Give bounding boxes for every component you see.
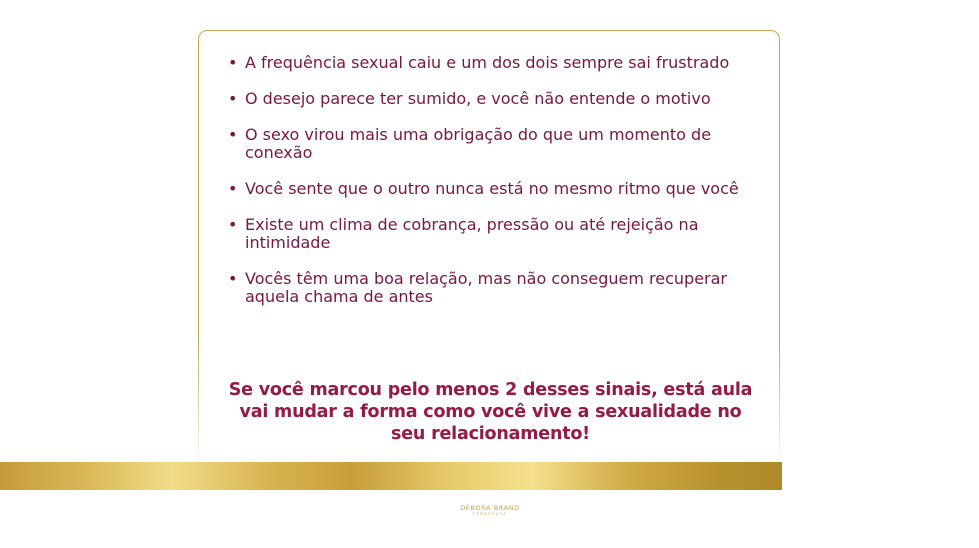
sign-text: Vocês têm uma boa relação, mas não conseguem recuperar aquela chama de antes <box>245 269 727 306</box>
sign-text: O desejo parece ter sumido, e você não entende o motivo <box>245 89 711 108</box>
list-item <box>228 90 768 108</box>
gold-divider-bar <box>0 462 782 490</box>
sign-text: A frequência sexual caiu e um dos dois sempre sai frustrado <box>245 53 730 72</box>
sign-text: Você sente que o outro nunca está no mesmo ritmo que você <box>245 179 739 198</box>
signs-list <box>228 54 768 324</box>
list-item <box>228 216 768 252</box>
sign-text: Existe um clima de cobrança, pressão ou até rejeição na intimidade <box>245 215 699 252</box>
list-item <box>228 270 768 306</box>
bullet-icon: • <box>228 89 238 108</box>
call-to-action-text: Se você marcou pelo menos 2 desses sinais, está aula vai mudar a forma como você vive a sexualidade no seu relacionamento! <box>228 380 753 444</box>
bullet-icon: • <box>228 215 238 234</box>
brand-subtitle: TERAPEUTA <box>472 512 508 516</box>
list-item <box>228 54 768 72</box>
list-item <box>228 126 768 162</box>
bullet-icon: • <box>228 53 238 72</box>
sign-text: O sexo virou mais uma obrigação do que um momento de conexão <box>245 125 712 162</box>
bullet-icon: • <box>228 269 238 288</box>
brand-name: DÉBORA BRAND <box>460 504 520 512</box>
brand-logo <box>440 504 540 517</box>
bullet-icon: • <box>228 179 238 198</box>
bullet-icon: • <box>228 125 238 144</box>
list-item <box>228 180 768 198</box>
